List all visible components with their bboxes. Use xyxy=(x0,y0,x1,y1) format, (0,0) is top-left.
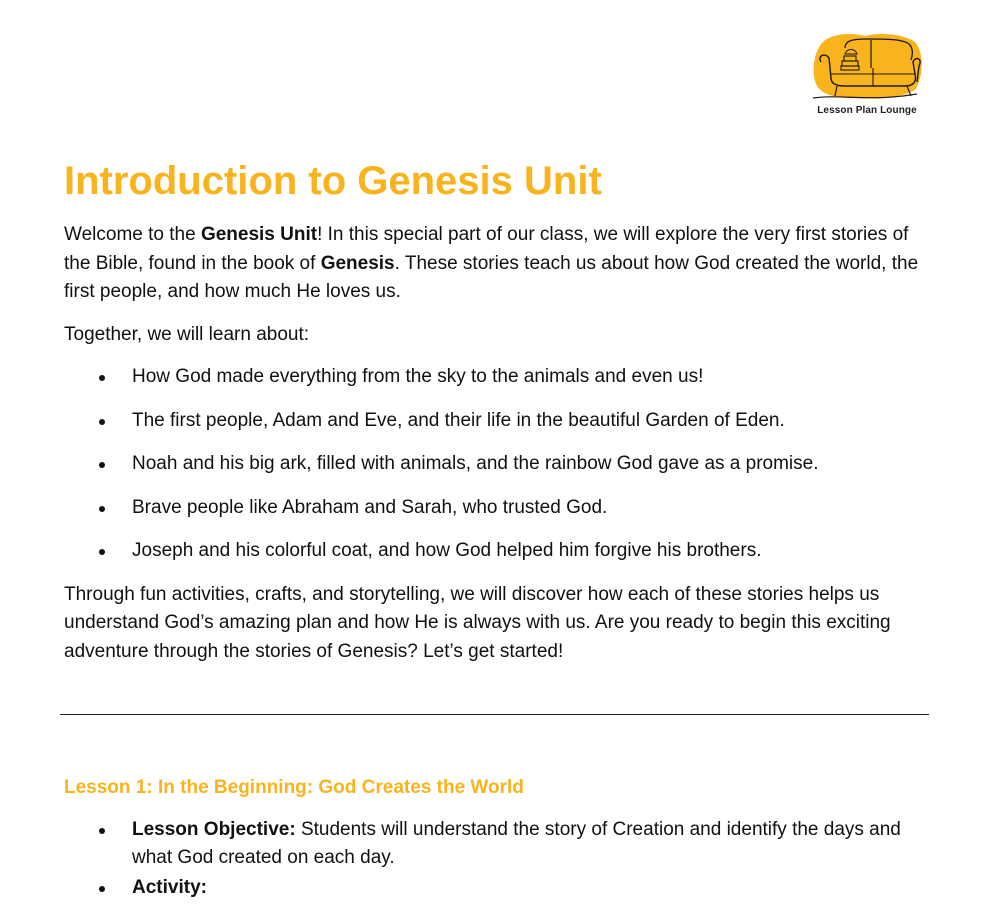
brand-logo xyxy=(806,32,928,116)
activity-label: Activity: xyxy=(132,877,207,898)
list-item: How God made everything from the sky to the animals and even us! xyxy=(64,363,930,391)
lesson-objective-label: Lesson Objective: xyxy=(132,819,296,840)
genesis-unit-bold: Genesis Unit xyxy=(200,224,318,245)
closing-paragraph: Through fun activities, crafts, and storytelling, we will discover how each of these stories helps us understand God’s amazing plan and how He is always with us. Are you ready to begin this exciting adventure through the stories of Genesis? Let’s get started! xyxy=(64,583,891,662)
list-item: Noah and his big ark, filled with animals, and the rainbow God gave as a promise. xyxy=(64,450,930,478)
lesson-objective-item xyxy=(64,816,930,872)
lesson-1-section xyxy=(64,775,930,904)
together-paragraph: Together, we will learn about: xyxy=(64,323,310,345)
genesis-bold: Genesis xyxy=(320,252,395,274)
list-item: The first people, Adam and Eve, and their life in the beautiful Garden of Eden. xyxy=(64,407,930,435)
logo-caption: Lesson Plan Lounge xyxy=(817,105,917,116)
lesson-1-heading: Lesson 1: In the Beginning: God Creates the World xyxy=(64,777,524,798)
activity-item xyxy=(64,874,930,902)
page-title: Introduction to Genesis Unit xyxy=(64,159,602,203)
topics-list xyxy=(64,363,930,565)
intro-paragraph: Welcome to the Genesis Unit! In this special part of our class, we will explore the very first stories of the Bible, found in the book of Genesis. These stories teach us about how God created the world, the first people, and how much He loves us. xyxy=(64,224,919,302)
list-item: Brave people like Abraham and Sarah, who trusted God. xyxy=(64,494,930,522)
main-content xyxy=(64,158,930,680)
lesson-objective-text: Students will understand the story of Creation and identify the days and what God created on each day. xyxy=(132,819,901,868)
list-item: Joseph and his colorful coat, and how God helped him forgive his brothers. xyxy=(64,537,930,565)
section-divider xyxy=(60,714,929,715)
sofa-with-books-icon xyxy=(811,32,923,104)
lesson-1-list xyxy=(64,816,930,902)
